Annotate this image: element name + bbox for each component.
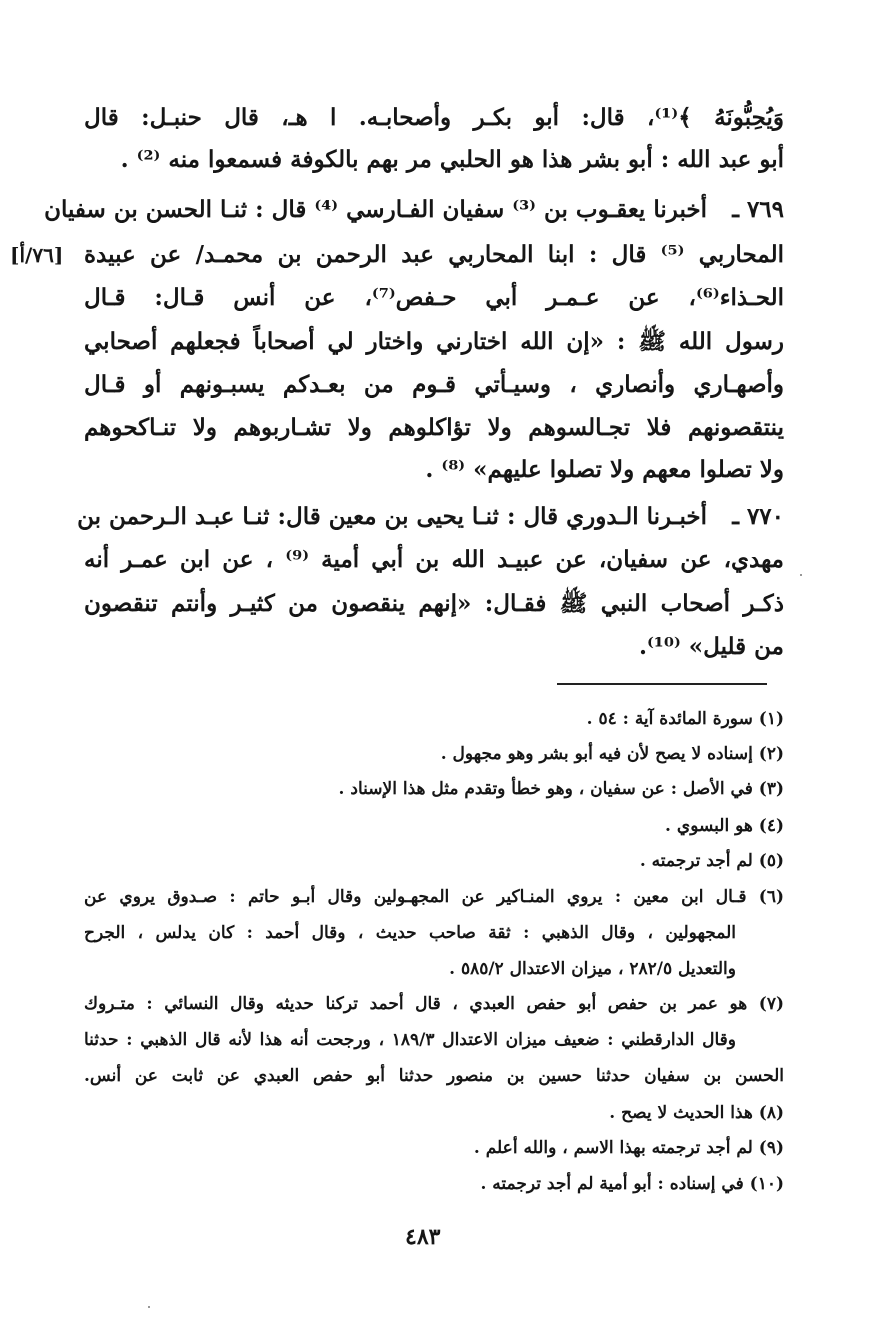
footnote: (٥) لم أجد ترجمته .	[639, 851, 784, 871]
text-line: ينتقصونهم فلا تجـالسوهم ولا تؤاكلوهم ولا تشـاربوهم ولا تنـاكحوهم	[84, 414, 784, 441]
footnote-continuation: وقال الدارقطني : ضعيف ميزان الاعتدال ١٨٩/٣ ، ورجحت أنه هذا لأنه قال الذهبي : حدثنا	[84, 1030, 736, 1050]
footnote: (١٠) في إسناده : أبو أمية لم أجد ترجمته .	[480, 1174, 784, 1194]
scan-speck	[148, 1306, 150, 1308]
text-line: وأصهـاري وأنصاري ، وسيـأتي قـوم من بعـدكم يسبـونهم أو قـال	[84, 371, 784, 398]
text-line: أبو عبد الله : أبو بشر هذا هو الحلبي مر بهم بالكوفة فسمعوا منه ⁽²⁾ .	[120, 146, 784, 173]
hadith-number: ٧٧٠ ـ	[732, 503, 784, 530]
footnote: (١) سورة المائدة آية : ٥٤ .	[586, 709, 784, 729]
text-line: من قليل» ⁽¹⁰⁾.	[638, 633, 784, 660]
text-line: أخبرنا يعقـوب بن ⁽³⁾ سفيان الفـارسي ⁽⁴⁾ قال : ثنـا الحسن بن سفيان	[44, 196, 707, 223]
footnote-separator	[557, 683, 767, 685]
text-line: الحـذاء⁽⁶⁾، عن عـمـر أبي حـفص⁽⁷⁾، عن أنس قـال: قـال	[84, 284, 784, 311]
footnote-continuation: المجهولين ، وقال الذهبي : ثقة صاحب حديث ، وقال أحمد : كان يدلس ، الجرح	[84, 923, 736, 943]
footnote: (٨) هذا الحديث لا يصح .	[609, 1103, 784, 1123]
footnote: (٢) إسناده لا يصح لأن فيه أبو بشر وهو مجهول .	[440, 744, 784, 764]
text-line: ولا تصلوا معهم ولا تصلوا عليهم» ⁽⁸⁾ .	[425, 456, 784, 483]
footnote: (٤) هو البسوي .	[665, 816, 784, 836]
text-line: ذكـر أصحاب النبي ﷺ فقـال: «إنهم ينقصون من كثيـر وأنتم تنقصون	[84, 590, 784, 617]
footnote-continuation: والتعديل ٢٨٢/٥ ، ميزان الاعتدال ٥٨٥/٢ .	[449, 959, 736, 979]
scan-speck	[800, 574, 802, 576]
footnote: (٦) قـال ابن معين : يروي المنـاكير عن المجهـولين وقال أبـو حاتم : صـدوق يروي عن	[84, 887, 784, 907]
text-line: وَيُحِبُّونَهُ ﴾⁽¹⁾، قال: أبو بكـر وأصحابـه. ا هـ، قال حنبـل: قال	[84, 104, 784, 131]
page-number: ٤٨٣	[405, 1224, 441, 1250]
hadith-number: ٧٦٩ ـ	[732, 196, 784, 223]
text-line: مهدي، عن سفيان، عن عبيـد الله بن أبي أمية ⁽⁹⁾ ، عن ابن عمـر أنه	[84, 546, 784, 573]
footnote: (٧) هو عمر بن حفص أبو حفص العبدي ، قال أحمد تركنا حديثه وقال النسائي : متـروك	[84, 994, 784, 1014]
footnote-continuation: الحسن بن سفيان حدثنا حسين بن منصور حدثنا أبو حفص العبدي عن ثابت عن أنس.	[84, 1066, 784, 1086]
text-line: رسول الله ﷺ : «إن الله اختارني واختار لي أصحاباً فجعلهم أصحابي	[84, 328, 784, 355]
text-line: المحاربي ⁽⁵⁾ قال : ابنا المحاربي عبد الرحمن بن محمـد/ عن عبيدة	[84, 241, 784, 268]
text-line: أخبـرنا الـدوري قال : ثنـا يحيى بن معين قال: ثنـا عبـد الـرحمن بن	[77, 503, 707, 530]
margin-reference: [٧٦/أ]	[10, 243, 64, 267]
footnote: (٣) في الأصل : عن سفيان ، وهو خطأ وتقدم مثل هذا الإسناد .	[338, 779, 784, 799]
footnote: (٩) لم أجد ترجمته بهذا الاسم ، والله أعلم .	[473, 1138, 784, 1158]
